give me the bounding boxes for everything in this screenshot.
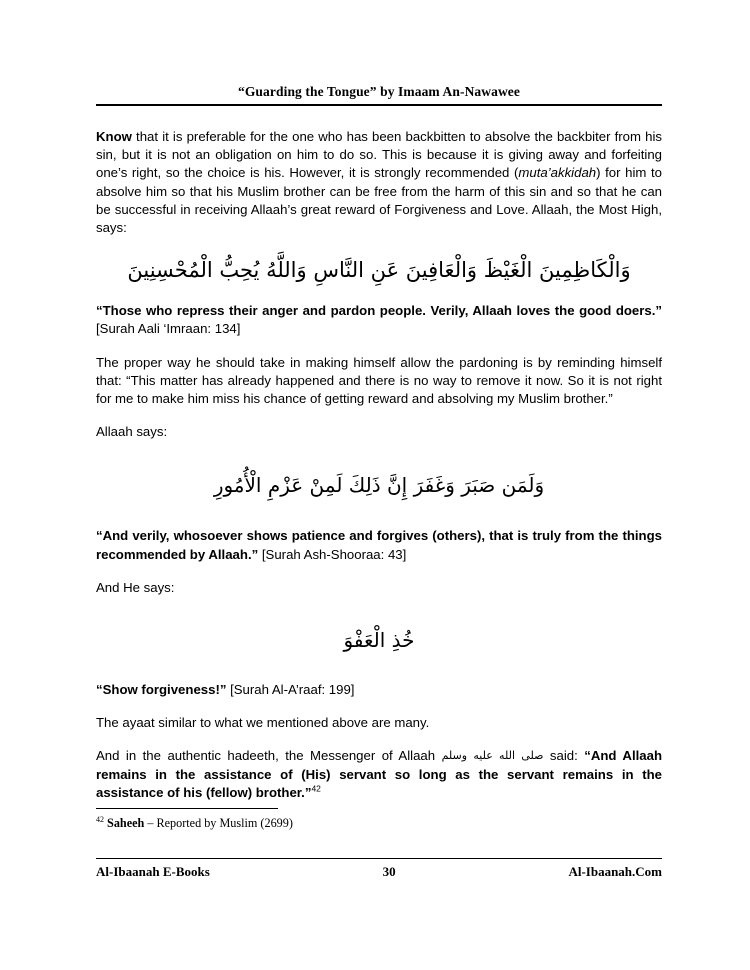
paragraph-know: [96, 128, 662, 237]
running-header: [96, 84, 662, 106]
term-mutaakkidah: muta’akkidah: [518, 165, 597, 181]
footnote-area: [96, 808, 662, 831]
quran-verse-aali-imraan: وَالْكَاظِمِينَ الْغَيْظَ وَالْعَافِينَ عَنِ النَّاسِ وَاللَّهُ يُحِبُّ الْمُحْسِنِينَ: [127, 258, 631, 283]
paragraph-allaah-says: Allaah says:: [96, 424, 168, 440]
footer-publisher: Al-Ibaanah E-Books: [96, 864, 210, 879]
quote-ash-shooraa: [96, 527, 662, 563]
quote-al-araaf-citation: [Surah Al-A’raaf: 199]: [226, 682, 355, 698]
paragraph-know-text-b: ) for him to absolve him so that his Muslim brother can be free from the harm of this sin and so that he can be successful in receiving Allaah’s great reward of Forgiveness and Love. Allaah, the Most High, says:: [96, 165, 662, 236]
footer-website: Al-Ibaanah.Com: [568, 864, 662, 879]
quote-al-araaf: [96, 681, 662, 699]
quote-aali-imraan: [96, 302, 662, 338]
sallallahu-alayhi-wa-sallam-icon: صلى الله عليه وسلم: [441, 749, 544, 763]
footnote-entry: [96, 816, 662, 831]
quran-verse-al-araaf: خُذِ الْعَفْوَ: [343, 628, 415, 653]
document-body: [96, 128, 662, 817]
footnote-grade: Saheeh: [107, 816, 145, 830]
footer-page-number: 30: [382, 864, 396, 879]
header-rule: [96, 104, 662, 106]
quote-aali-imraan-citation: [Surah Aali ‘Imraan: 134]: [96, 321, 241, 337]
footnote-reference-marker[interactable]: 42: [311, 783, 321, 794]
footnote-source: – Reported by Muslim (2699): [144, 816, 293, 830]
footnote-separator-rule: [96, 808, 278, 809]
paragraph-and-he-says: And He says:: [96, 579, 175, 595]
paragraph-know-lead: Know: [96, 129, 132, 144]
page-footer: [96, 858, 662, 880]
footer-rule: [96, 858, 662, 859]
paragraph-hadeeth-text-a: And in the authentic hadeeth, the Messenger of Allaah: [96, 748, 442, 764]
footnote-number: 42: [96, 814, 104, 824]
quote-ash-shooraa-citation: [Surah Ash-Shooraa: 43]: [258, 546, 407, 562]
header-title: “Guarding the Tongue” by Imaam An-Nawawee: [237, 84, 520, 99]
quran-verse-ash-shooraa: وَلَمَن صَبَرَ وَغَفَرَ إِنَّ ذَلِكَ لَمِنْ عَزْمِ الْأُمُورِ: [213, 473, 545, 498]
paragraph-ayaat-many: The ayaat similar to what we mentioned above are many.: [96, 715, 430, 731]
paragraph-hadeeth: [96, 747, 662, 802]
paragraph-proper-way: The proper way he should take in making himself allow the pardoning is by reminding himself that: “This matter has already happened and there is no way to remove it now. So it is not right for me to make him miss his chance of getting reward and absolving my Muslim brother.”: [96, 354, 662, 407]
footer-row: [96, 864, 662, 880]
paragraph-know-text-a: that it is preferable for the one who has been backbitten to absolve the backbiter from his sin, but it is not an obligation on him to do so. This is because it is giving away and forfeiting one’s right, so the choice is his. However, it is strongly recommended (: [96, 129, 662, 181]
quote-ash-shooraa-text: “And verily, whosoever shows patience and forgives (others), that is truly from the things recommended by Allaah.”: [96, 528, 662, 562]
hadeeth-quote-text: “And Allaah remains in the assistance of (His) servant so long as the servant remains in the assistance of his (fellow) brother.”: [96, 748, 663, 800]
paragraph-hadeeth-text-b: said:: [543, 748, 585, 764]
quote-aali-imraan-text: “Those who repress their anger and pardon people. Verily, Allaah loves the good doers.”: [96, 303, 662, 319]
quote-al-araaf-text: “Show forgiveness!”: [96, 682, 227, 698]
